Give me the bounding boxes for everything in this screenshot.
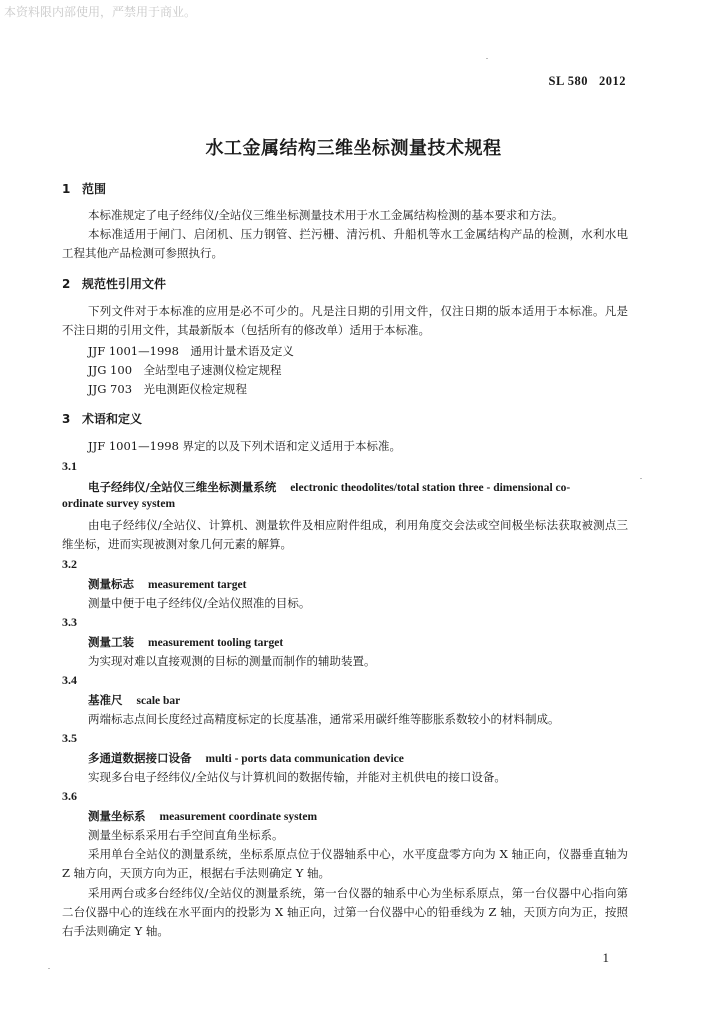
term-zh: 基准尺 <box>88 693 123 707</box>
term-zh: 电子经纬仪/全站仪三维坐标测量系统 <box>88 480 277 494</box>
term-3-1-heading <box>88 479 570 495</box>
term-3-4-definition: 两端标志点间长度经过高精度标定的长度基准，通常采用碳纤维等膨胀系数较小的材料制成。 <box>88 712 560 726</box>
term-3-6-definition-3: 采用两台或多台经纬仪/全站仪的测量系统，第一台仪器的轴系中心为坐标系原点，第一台仪器中心指向第二台仪器中心的连线在水平面内的投影为 X 轴正向，过第一台仪器中心的铅垂线为 Z 轴，天顶方向为正，按照右手法则确定 Y 轴。 <box>62 886 628 938</box>
section-1-para-2: 本标准适用于闸门、启闭机、压力钢管、拦污栅、清污机、升船机等水工金属结构产品的检测，水利水电工程其他产品检测可参照执行。 <box>62 227 628 260</box>
term-3-5-definition: 实现多台电子经纬仪/全站仪与计算机间的数据传输，并能对主机供电的接口设备。 <box>88 770 506 784</box>
term-zh: 测量标志 <box>88 577 134 591</box>
term-3-3-heading <box>88 634 283 650</box>
scan-speck <box>640 478 642 479</box>
term-3-5-heading <box>88 750 404 766</box>
term-en: measurement target <box>148 579 247 591</box>
term-3-3-definition: 为实现对难以直接观测的目标的测量而制作的辅助装置。 <box>88 654 376 668</box>
page-number: 1 <box>602 950 609 965</box>
term-3-1-definition: 由电子经纬仪/全站仪、计算机、测量软件及相应附件组成，利用角度交会法或空间极坐标法获取被测点三维坐标，进而实现被测对象几何元素的解算。 <box>62 518 628 551</box>
section-1-para-1: 本标准规定了电子经纬仪/全站仪三维坐标测量技术用于水工金属结构检测的基本要求和方法。 <box>88 208 564 222</box>
section-title: 规范性引用文件 <box>82 277 167 291</box>
term-number: 3.5 <box>62 731 77 745</box>
standard-number: SL 580 <box>548 74 588 88</box>
watermark-text: 本资料限内部使用，严禁用于商业。 <box>4 5 197 19</box>
standard-year: 2012 <box>599 74 626 88</box>
reference-item: JJG 703 光电测距仪检定规程 <box>88 382 248 396</box>
term-3-6-heading <box>88 808 317 824</box>
term-3-4-heading <box>88 692 180 708</box>
term-3-2-definition: 测量中便于电子经纬仪/全站仪照准的目标。 <box>88 596 311 610</box>
scan-speck <box>48 968 50 969</box>
section-number: 2 <box>62 277 71 291</box>
section-number: 3 <box>62 412 71 426</box>
term-en: scale bar <box>136 695 181 707</box>
term-zh: 多通道数据接口设备 <box>88 751 192 765</box>
section-1-heading <box>62 180 106 197</box>
section-2-heading <box>62 275 166 292</box>
term-3-6-definition-1: 测量坐标系采用右手空间直角坐标系。 <box>88 828 284 842</box>
term-en: measurement coordinate system <box>159 811 318 823</box>
term-3-2-heading <box>88 576 246 592</box>
section-3-intro: JJF 1001—1998 界定的以及下列术语和定义适用于本标准。 <box>88 439 402 453</box>
term-en: electronic theodolites/total station three - dimensional co- <box>290 482 571 494</box>
scan-speck <box>486 58 488 59</box>
standard-code <box>549 74 626 89</box>
section-number: 1 <box>62 182 71 196</box>
section-2-para-1: 下列文件对于本标准的应用是必不可少的。凡是注日期的引用文件，仅注日期的版本适用于本标准。凡是不注日期的引用文件，其最新版本（包括所有的修改单）适用于本标准。 <box>62 304 628 337</box>
term-number: 3.4 <box>62 673 77 687</box>
page-title: 水工金属结构三维坐标测量技术规程 <box>205 138 502 159</box>
section-title: 术语和定义 <box>82 412 143 426</box>
term-en: measurement tooling target <box>148 637 284 649</box>
term-number: 3.3 <box>62 615 77 629</box>
term-3-6-definition-2: 采用单台全站仪的测量系统，坐标系原点位于仪器轴系中心，水平度盘零方向为 X 轴正向，仪器垂直轴为 Z 轴方向，天顶方向为正，根据右手法则确定 Y 轴。 <box>62 847 628 880</box>
reference-item: JJF 1001—1998 通用计量术语及定义 <box>88 344 294 358</box>
term-zh: 测量坐标系 <box>88 809 146 823</box>
term-number: 3.1 <box>62 459 77 473</box>
term-number: 3.6 <box>62 789 77 803</box>
term-number: 3.2 <box>62 557 77 571</box>
term-zh: 测量工装 <box>88 635 134 649</box>
reference-item: JJG 100 全站型电子速测仪检定规程 <box>88 363 282 377</box>
term-en-continued: ordinate survey system <box>62 498 176 510</box>
section-3-heading <box>62 410 142 427</box>
section-title: 范围 <box>82 182 107 196</box>
term-en: multi - ports data communication device <box>205 753 404 765</box>
